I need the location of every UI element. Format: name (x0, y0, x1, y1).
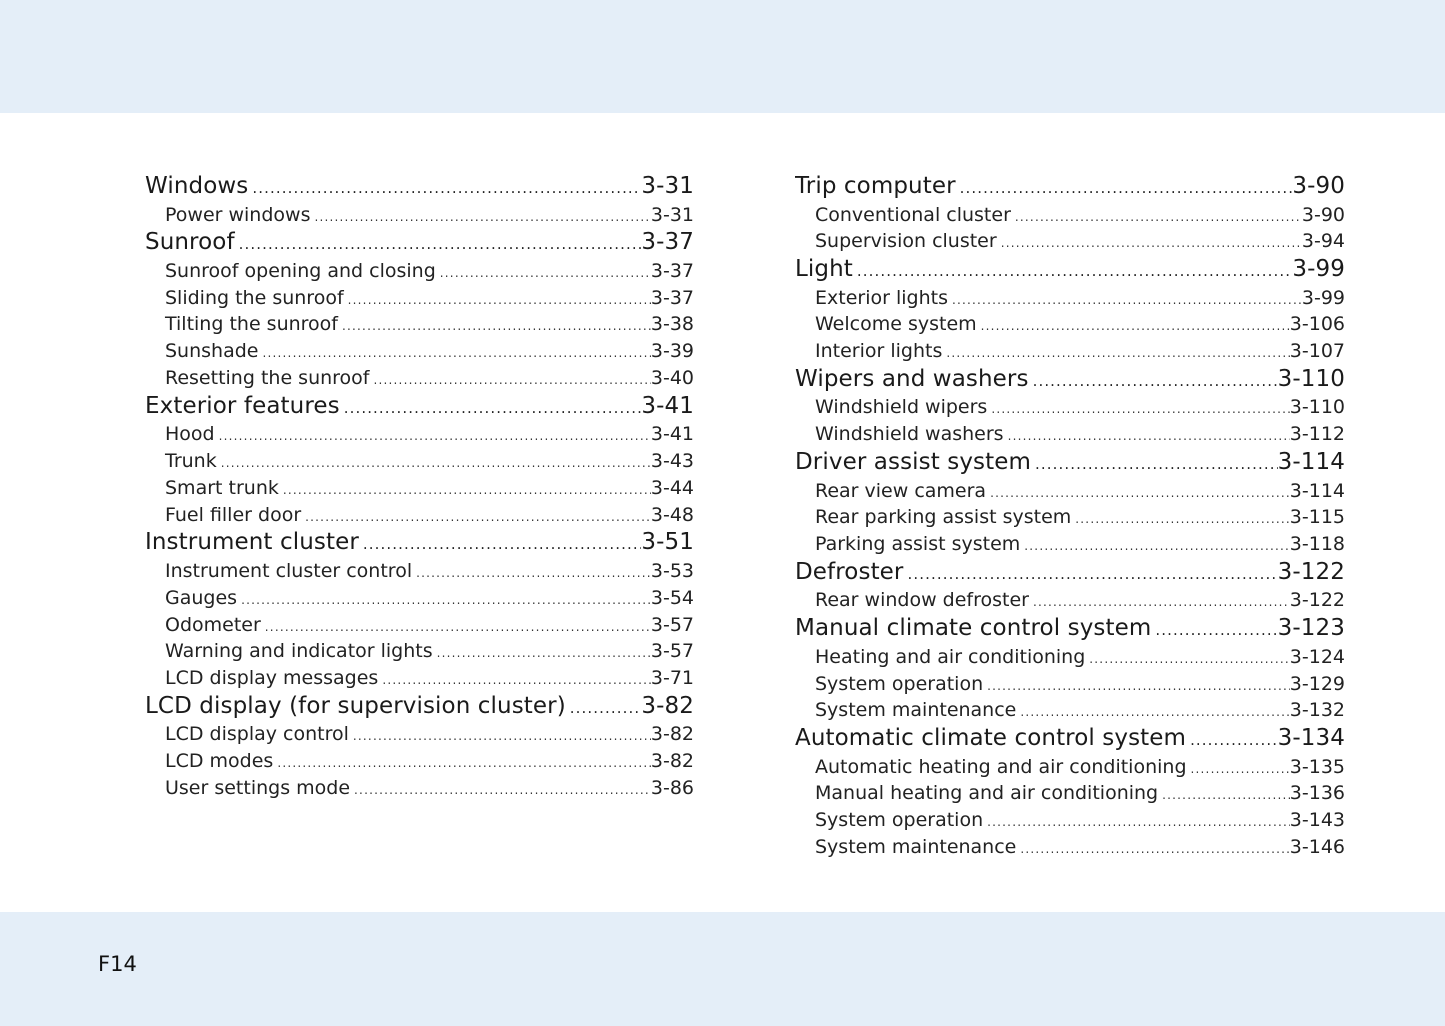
toc-entry-page: 3-132 (1289, 699, 1345, 722)
toc-entry-page: 3-122 (1289, 589, 1345, 612)
toc-section-entry[interactable] (145, 228, 694, 258)
dot-leader (354, 777, 651, 802)
toc-section-entry[interactable] (145, 172, 694, 202)
toc-entry-page: 3-99 (1292, 256, 1345, 283)
dot-leader (314, 204, 650, 229)
toc-subsection-entry[interactable] (145, 721, 694, 748)
toc-entry-page: 3-94 (1301, 230, 1345, 253)
toc-entry-page: 3-71 (650, 667, 694, 690)
dot-leader (1035, 450, 1278, 478)
toc-entry-page: 3-90 (1301, 203, 1345, 226)
toc-subsection-entry[interactable] (145, 365, 694, 392)
toc-section-entry[interactable] (795, 724, 1345, 754)
toc-entry-label: Exterior features (145, 392, 340, 419)
dot-leader (946, 340, 1289, 365)
toc-entry-label: LCD display control (165, 723, 349, 746)
toc-subsection-entry[interactable] (795, 478, 1345, 505)
toc-subsection-entry[interactable] (795, 421, 1345, 448)
toc-subsection-entry[interactable] (145, 665, 694, 692)
toc-subsection-entry[interactable] (795, 504, 1345, 531)
toc-entry-label: Exterior lights (815, 286, 948, 309)
toc-left-column (145, 172, 694, 802)
footer-band (0, 912, 1445, 1026)
toc-entry-label: Warning and indicator lights (165, 640, 433, 663)
toc-entry-page: 3-135 (1289, 755, 1345, 778)
toc-section-entry[interactable] (795, 172, 1345, 202)
toc-entry-label: Power windows (165, 203, 311, 226)
toc-entry-label: Windows (145, 173, 249, 199)
dot-leader (981, 313, 1290, 338)
toc-entry-page: 3-90 (1292, 173, 1345, 199)
toc-subsection-entry[interactable] (145, 775, 694, 802)
toc-entry-page: 3-115 (1289, 506, 1345, 529)
toc-subsection-entry[interactable] (145, 638, 694, 665)
toc-entry-label: Fuel filler door (165, 503, 302, 526)
toc-entry-label: Windshield washers (815, 423, 1004, 446)
toc-subsection-entry[interactable] (795, 202, 1345, 229)
toc-subsection-entry[interactable] (145, 502, 694, 529)
toc-entry-label: Gauges (165, 586, 238, 609)
toc-subsection-entry[interactable] (145, 748, 694, 775)
dot-leader (363, 530, 642, 558)
toc-entry-page: 3-99 (1301, 286, 1345, 309)
toc-entry-label: Sunroof opening and closing (165, 259, 436, 282)
toc-entry-page: 3-57 (650, 613, 694, 636)
toc-subsection-entry[interactable] (795, 834, 1345, 861)
toc-subsection-entry[interactable] (145, 285, 694, 312)
toc-subsection-entry[interactable] (795, 754, 1345, 781)
toc-entry-page: 3-82 (650, 723, 694, 746)
toc-subsection-entry[interactable] (145, 558, 694, 585)
toc-entry-page: 3-31 (641, 173, 694, 199)
toc-entry-page: 3-82 (641, 692, 694, 719)
toc-entry-page: 3-146 (1289, 836, 1345, 859)
toc-entry-page: 3-44 (650, 476, 694, 499)
dot-leader (987, 809, 1290, 834)
dot-leader (440, 260, 651, 285)
toc-entry-label: Rear parking assist system (815, 506, 1072, 529)
toc-entry-page: 3-57 (650, 640, 694, 663)
toc-entry-label: Conventional cluster (815, 203, 1011, 226)
dot-leader (344, 394, 642, 422)
dot-leader (305, 504, 651, 529)
toc-subsection-entry[interactable] (145, 612, 694, 639)
toc-subsection-entry[interactable] (145, 448, 694, 475)
dot-leader (219, 423, 651, 448)
toc-entry-label: Instrument cluster (145, 529, 359, 556)
toc-subsection-entry[interactable] (145, 202, 694, 229)
dot-leader (241, 587, 651, 612)
toc-entry-page: 3-37 (650, 259, 694, 282)
toc-entry-label: Automatic climate control system (795, 725, 1187, 752)
dot-leader (262, 340, 650, 365)
dot-leader (1033, 589, 1290, 614)
dot-leader (265, 614, 651, 639)
toc-entry-label: Rear view camera (815, 479, 987, 502)
toc-entry-label: Smart trunk (165, 476, 279, 499)
toc-section-entry[interactable] (145, 528, 694, 558)
toc-entry-page: 3-110 (1277, 365, 1345, 392)
toc-entry-page: 3-106 (1289, 313, 1345, 336)
toc-section-entry[interactable] (145, 392, 694, 422)
toc-entry-label: Hood (165, 423, 215, 446)
toc-subsection-entry[interactable] (795, 671, 1345, 698)
toc-entry-label: Automatic heating and air conditioning (815, 755, 1187, 778)
toc-entry-label: System maintenance (815, 699, 1017, 722)
toc-entry-page: 3-38 (650, 313, 694, 336)
dot-leader (416, 560, 651, 585)
toc-entry-label: Driver assist system (795, 449, 1031, 476)
dot-leader (373, 367, 650, 392)
toc-entry-page: 3-39 (650, 340, 694, 363)
toc-entry-label: Supervision cluster (815, 230, 997, 253)
toc-entry-label: Trip computer (795, 173, 956, 199)
dot-leader (1162, 782, 1290, 807)
dot-leader (952, 287, 1302, 312)
toc-right-column (795, 172, 1345, 861)
toc-entry-page: 3-136 (1289, 782, 1345, 805)
header-band (0, 0, 1445, 113)
toc-entry-page: 3-37 (641, 229, 694, 256)
dot-leader (1020, 836, 1289, 861)
dot-leader (991, 396, 1289, 421)
toc-entry-page: 3-118 (1289, 533, 1345, 556)
toc-entry-page: 3-53 (650, 559, 694, 582)
toc-entry-page: 3-110 (1289, 396, 1345, 419)
toc-entry-page: 3-143 (1289, 809, 1345, 832)
toc-subsection-entry[interactable] (795, 531, 1345, 558)
toc-entry-page: 3-114 (1289, 479, 1345, 502)
toc-entry-label: LCD display (for supervision cluster) (145, 692, 566, 719)
dot-leader (382, 667, 651, 692)
dot-leader (570, 694, 642, 722)
toc-subsection-entry[interactable] (795, 285, 1345, 312)
dot-leader (1190, 726, 1278, 754)
dot-leader (857, 257, 1292, 285)
dot-leader (437, 640, 651, 665)
dot-leader (1191, 756, 1290, 781)
toc-subsection-entry[interactable] (795, 394, 1345, 421)
toc-entry-label: User settings mode (165, 777, 351, 800)
toc-subsection-entry[interactable] (145, 258, 694, 285)
toc-section-entry[interactable] (145, 692, 694, 722)
toc-entry-label: Manual heating and air conditioning (815, 782, 1159, 805)
toc-subsection-entry[interactable] (145, 475, 694, 502)
toc-entry-label: System operation (815, 672, 984, 695)
dot-leader (239, 230, 642, 258)
toc-entry-page: 3-134 (1277, 725, 1345, 752)
toc-entry-label: Interior lights (815, 340, 943, 363)
toc-entry-page: 3-43 (650, 450, 694, 473)
toc-subsection-entry[interactable] (795, 338, 1345, 365)
toc-entry-page: 3-86 (650, 777, 694, 800)
toc-entry-page: 3-51 (641, 529, 694, 556)
toc-entry-label: LCD modes (165, 750, 274, 773)
toc-subsection-entry[interactable] (795, 311, 1345, 338)
dot-leader (342, 313, 651, 338)
dot-leader (1020, 699, 1289, 724)
toc-entry-page: 3-122 (1277, 558, 1345, 585)
toc-entry-label: Light (795, 256, 853, 283)
toc-entry-label: Windshield wipers (815, 396, 988, 419)
toc-subsection-entry[interactable] (795, 807, 1345, 834)
dot-leader (1033, 367, 1278, 395)
dot-leader (1075, 506, 1290, 531)
toc-entry-label: Sunroof (145, 229, 235, 256)
toc-section-entry[interactable] (795, 255, 1345, 285)
toc-entry-page: 3-123 (1277, 615, 1345, 642)
toc-entry-page: 3-54 (650, 586, 694, 609)
toc-entry-page: 3-48 (650, 503, 694, 526)
toc-entry-label: Rear window defroster (815, 589, 1029, 612)
toc-entry-label: Sliding the sunroof (165, 286, 344, 309)
dot-leader (283, 477, 651, 502)
toc-entry-label: Odometer (165, 613, 261, 636)
dot-leader (1015, 204, 1302, 229)
toc-subsection-entry[interactable] (145, 421, 694, 448)
dot-leader (277, 750, 651, 775)
toc-section-entry[interactable] (795, 448, 1345, 478)
toc-subsection-entry[interactable] (795, 780, 1345, 807)
toc-entry-label: Welcome system (815, 313, 977, 336)
toc-entry-page: 3-124 (1289, 645, 1345, 668)
dot-leader (353, 723, 651, 748)
dot-leader (1155, 616, 1277, 644)
toc-subsection-entry[interactable] (795, 697, 1345, 724)
toc-entry-page: 3-129 (1289, 672, 1345, 695)
dot-leader (987, 673, 1290, 698)
toc-entry-label: Manual climate control system (795, 615, 1152, 642)
dot-leader (348, 287, 651, 312)
toc-entry-page: 3-40 (650, 366, 694, 389)
dot-leader (908, 560, 1278, 588)
toc-entry-label: Wipers and washers (795, 365, 1029, 392)
dot-leader (221, 450, 651, 475)
toc-section-entry[interactable] (795, 558, 1345, 588)
toc-entry-label: Instrument cluster control (165, 559, 413, 582)
toc-entry-page: 3-107 (1289, 340, 1345, 363)
dot-leader (1008, 423, 1290, 448)
toc-subsection-entry[interactable] (145, 585, 694, 612)
toc-entry-label: System operation (815, 809, 984, 832)
dot-leader (252, 174, 641, 202)
toc-section-entry[interactable] (795, 365, 1345, 395)
dot-leader (1089, 646, 1290, 671)
dot-leader (960, 174, 1293, 202)
page-number: F14 (98, 952, 137, 976)
toc-entry-label: LCD display messages (165, 667, 379, 690)
toc-entry-label: System maintenance (815, 836, 1017, 859)
toc-entry-label: Defroster (795, 558, 904, 585)
toc-entry-page: 3-37 (650, 286, 694, 309)
toc-entry-label: Parking assist system (815, 533, 1021, 556)
toc-entry-page: 3-82 (650, 750, 694, 773)
toc-entry-label: Trunk (165, 450, 217, 473)
toc-subsection-entry[interactable] (145, 311, 694, 338)
dot-leader (1001, 230, 1302, 255)
toc-entry-label: Tilting the sunroof (165, 313, 338, 336)
toc-entry-label: Sunshade (165, 340, 259, 363)
toc-entry-page: 3-31 (650, 203, 694, 226)
dot-leader (990, 480, 1290, 505)
toc-subsection-entry[interactable] (795, 228, 1345, 255)
toc-entry-label: Resetting the sunroof (165, 366, 370, 389)
toc-subsection-entry[interactable] (795, 644, 1345, 671)
toc-subsection-entry[interactable] (795, 587, 1345, 614)
toc-entry-page: 3-112 (1289, 423, 1345, 446)
toc-entry-label: Heating and air conditioning (815, 645, 1086, 668)
dot-leader (1024, 533, 1290, 558)
toc-entry-page: 3-41 (650, 423, 694, 446)
toc-entry-page: 3-41 (641, 392, 694, 419)
toc-section-entry[interactable] (795, 614, 1345, 644)
toc-entry-page: 3-114 (1277, 449, 1345, 476)
toc-subsection-entry[interactable] (145, 338, 694, 365)
